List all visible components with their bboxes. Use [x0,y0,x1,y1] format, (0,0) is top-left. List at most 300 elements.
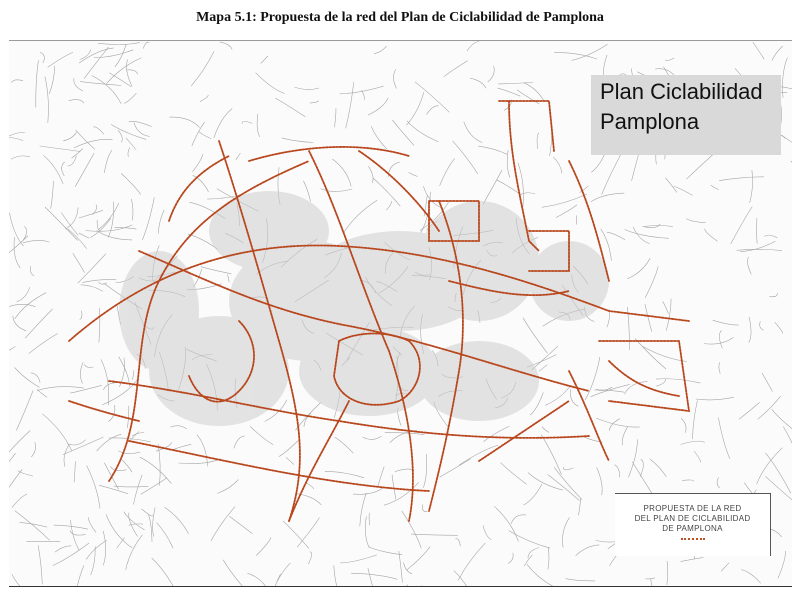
street-line [15,293,46,319]
street-line [484,426,510,442]
street-line [731,207,753,245]
street-line [256,73,285,94]
street-line [407,547,431,571]
street-line [15,368,40,388]
street-line [523,318,548,354]
street-line [72,149,84,159]
street-line [737,249,782,250]
street-line [711,185,719,189]
street-line [197,435,208,467]
street-line [344,200,377,232]
street-line [511,515,526,524]
street-line [117,538,125,549]
street-line [762,373,773,392]
street-line [663,301,669,313]
cycle-route [599,341,689,411]
street-line [713,320,739,325]
street-line [74,566,84,587]
street-line [101,360,109,406]
street-line [283,521,309,549]
street-line [38,545,42,584]
street-line [74,461,75,482]
street-line [201,267,232,274]
street-line [369,547,403,555]
street-line [158,210,164,234]
street-line [478,146,507,154]
street-line [528,473,563,491]
street-line [407,586,422,587]
map-legend [615,493,771,556]
street-line [242,121,252,123]
street-line [133,370,134,379]
street-line [14,237,20,268]
street-line [548,475,580,501]
legend-text-line2: DEL PLAN DE CICLABILIDAD [634,514,751,523]
street-line [693,400,698,439]
street-line [769,293,777,297]
street-line [378,467,384,488]
street-line [98,203,119,230]
street-line [719,362,720,374]
street-line [572,44,608,60]
street-line [392,475,396,500]
street-line [351,573,397,579]
street-line [214,109,232,139]
street-line [753,42,764,59]
street-line [40,52,45,63]
street-line [211,507,235,541]
street-line [498,88,521,96]
street-line [143,42,149,48]
street-line [645,304,652,332]
street-line [121,173,140,194]
street-line [94,50,133,58]
street-line [757,218,758,244]
street-line [645,578,654,579]
street-line [127,70,138,74]
street-line [308,552,311,564]
street-line [20,522,47,527]
street-line [9,236,28,266]
street-line [220,42,232,50]
street-line [394,69,397,88]
street-line [170,117,200,128]
page-title: Mapa 5.1: Propuesta de la red del Plan de Ciclabilidad de Pamplona [196,10,604,25]
street-line [68,156,77,166]
street-line [16,391,33,431]
street-line [498,83,533,84]
street-line [719,177,764,181]
street-line [627,258,650,279]
street-line [236,153,240,160]
street-line [404,563,413,574]
street-line [12,574,35,586]
urban-block-area [299,326,439,416]
street-line [9,346,16,355]
street-line [542,426,548,432]
street-line [134,475,143,505]
street-line [99,485,128,494]
street-line [128,147,130,156]
street-line [9,304,35,307]
street-line [118,130,122,142]
street-line [718,418,729,459]
street-line [576,545,600,556]
street-line [625,230,669,239]
street-line [142,197,154,240]
street-line [257,114,260,137]
street-line [651,579,668,586]
street-line [528,548,539,559]
street-line [153,507,155,536]
street-line [229,516,252,533]
street-line [97,220,100,232]
street-line [9,213,23,247]
street-line [124,93,136,103]
street-line [656,379,701,383]
street-line [23,226,26,240]
street-line [523,484,542,505]
street-line [422,505,427,512]
street-line [363,436,382,439]
street-line [673,186,692,195]
map-overlay-title-box [591,75,781,155]
street-line [81,285,103,292]
street-line [99,308,100,343]
street-line [591,155,604,173]
street-line [250,426,273,444]
street-line [772,46,783,61]
street-line [11,80,23,83]
street-line [25,309,52,338]
street-line [69,100,84,104]
street-line [444,61,468,77]
street-line [409,172,418,176]
street-line [107,58,142,84]
street-line [165,507,189,534]
street-line [277,563,290,582]
street-line [464,122,483,143]
street-line [705,229,718,242]
street-line [37,387,84,391]
street-line [141,478,167,495]
street-line [53,543,89,566]
street-line [17,287,30,302]
street-line [392,120,414,145]
street-line [782,58,787,98]
street-line [501,463,527,485]
street-line [628,439,637,477]
street-line [632,462,653,495]
street-line [227,274,229,282]
street-line [29,334,58,354]
street-line [104,150,112,173]
street-line [346,82,354,128]
street-line [49,66,55,94]
street-line [64,445,69,467]
street-line [15,511,50,541]
street-line [200,95,208,102]
street-line [596,418,640,427]
street-line [427,106,439,115]
street-line [84,47,109,79]
street-line [325,472,364,478]
legend-text-line1: PROPUESTA DE LA RED [643,504,742,513]
street-line [633,227,650,244]
street-line [440,459,471,478]
street-line [369,513,370,525]
street-line [31,442,35,457]
street-line [63,437,104,455]
street-line [332,159,351,187]
street-line [261,56,268,64]
street-line [483,525,491,539]
street-line [80,311,82,320]
street-line [542,194,587,207]
street-line [764,235,777,238]
street-line [13,316,26,331]
street-line [570,389,578,406]
street-line [36,60,39,107]
street-line [622,427,627,445]
street-line [131,199,133,220]
street-line [80,362,83,383]
street-line [741,570,761,584]
street-line [454,571,477,586]
street-line [103,383,119,390]
street-line [48,52,73,67]
street-line [23,240,50,242]
street-line [640,459,643,476]
street-line [566,579,596,581]
legend-swatch [681,538,705,540]
street-line [537,133,539,149]
street-line [193,154,203,172]
street-line [193,175,209,192]
street-line [666,178,677,192]
street-line [275,98,305,117]
street-line [74,139,113,148]
street-line [411,534,458,535]
street-line [84,365,93,368]
street-line [554,467,582,499]
street-line [126,535,143,570]
street-line [740,241,775,252]
street-line [453,141,478,174]
street-line [597,467,602,495]
street-line [563,517,570,547]
street-line [386,201,391,210]
street-line [645,266,658,297]
street-line [11,156,30,159]
street-line [192,122,205,146]
street-line [717,477,720,488]
street-line [368,98,388,115]
street-line [440,158,455,186]
street-line [750,170,753,203]
street-line [607,310,610,328]
street-line [80,82,121,86]
street-line [31,373,40,383]
street-line [374,46,387,54]
street-line [9,431,30,455]
street-line [682,480,694,481]
street-line [191,51,214,86]
street-line [607,232,625,239]
street-line [266,574,280,586]
street-line [602,152,623,195]
street-line [115,44,127,67]
street-line [371,126,387,149]
map-overlay-title-line1: Plan Ciclabilidad [600,79,763,104]
street-line [527,564,559,586]
street-line [310,101,319,104]
street-line [217,480,238,494]
street-line [172,444,191,450]
street-line [391,585,408,586]
street-line [127,406,129,428]
street-line [80,50,91,60]
street-line [303,181,310,202]
street-line [294,87,319,89]
street-line [340,555,377,563]
street-line [757,448,783,485]
street-line [548,547,549,569]
street-line [635,339,666,370]
cycle-route [359,151,439,231]
street-line [45,77,49,123]
street-line [282,138,314,143]
street-line [43,155,63,184]
map-panel[interactable] [9,40,792,587]
cycle-route [569,371,609,461]
street-line [395,469,414,472]
street-line [65,207,78,229]
street-line [98,43,140,45]
street-line [97,434,122,451]
cycle-route [249,147,409,161]
street-line [126,138,136,150]
street-line [68,229,87,249]
street-line [365,516,369,547]
street-line [368,568,379,586]
street-line [129,121,152,126]
street-line [40,146,81,152]
street-line [106,514,132,547]
street-line [79,233,89,238]
street-line [118,451,140,454]
street-line [79,48,114,63]
street-line [791,161,792,185]
street-line [297,518,319,548]
street-line [93,127,104,134]
street-line [508,553,513,564]
street-line [507,150,510,177]
street-line [82,279,116,282]
street-line [719,331,722,349]
street-line [681,558,704,562]
street-line [423,454,426,488]
street-line [739,402,760,419]
street-line [615,465,620,478]
street-line [247,573,265,586]
street-line [124,512,145,530]
street-line [749,317,751,343]
street-line [98,282,107,284]
street-line [758,396,781,419]
street-line [256,538,271,556]
street-line [407,121,439,142]
street-line [666,299,671,331]
street-line [37,389,47,397]
street-line [494,506,518,541]
street-line [279,441,299,457]
map-overlay-title-line2: Pamplona [600,109,700,134]
street-line [79,210,103,218]
street-line [591,193,624,202]
street-line [694,451,701,462]
street-line [12,494,27,508]
street-line [520,193,535,195]
street-line [157,523,174,549]
street-line [132,433,144,437]
street-line [114,486,149,487]
street-line [140,457,172,483]
street-line [55,546,71,552]
street-line [406,92,423,125]
street-line [681,441,705,444]
street-line [111,124,146,139]
street-line [70,385,102,393]
street-line [87,466,100,509]
street-line [335,108,336,127]
street-line [103,531,105,566]
street-line [467,42,479,51]
street-line [42,414,72,452]
street-line [656,379,665,386]
street-line [681,418,686,432]
street-line [696,397,734,400]
dense-blocks-layer [119,191,609,426]
street-line [624,382,647,395]
street-line [384,482,419,505]
street-line [721,563,729,571]
street-line [9,470,22,490]
street-line [470,78,486,88]
street-line [76,130,95,149]
street-line [63,132,76,141]
street-line [73,253,85,272]
street-line [74,78,83,91]
street-line [170,426,187,429]
street-line [686,219,705,223]
street-line [778,551,786,578]
urban-block-area [209,191,329,271]
street-line [75,153,94,187]
street-line [541,435,561,475]
street-line [353,488,383,495]
street-line [360,493,367,526]
street-line [517,90,539,104]
street-line [556,205,577,218]
street-line [563,467,573,470]
street-line [199,132,211,139]
street-line [402,511,421,548]
street-line [142,509,153,516]
street-line [704,337,734,344]
street-line [650,459,666,477]
street-line [667,561,668,585]
